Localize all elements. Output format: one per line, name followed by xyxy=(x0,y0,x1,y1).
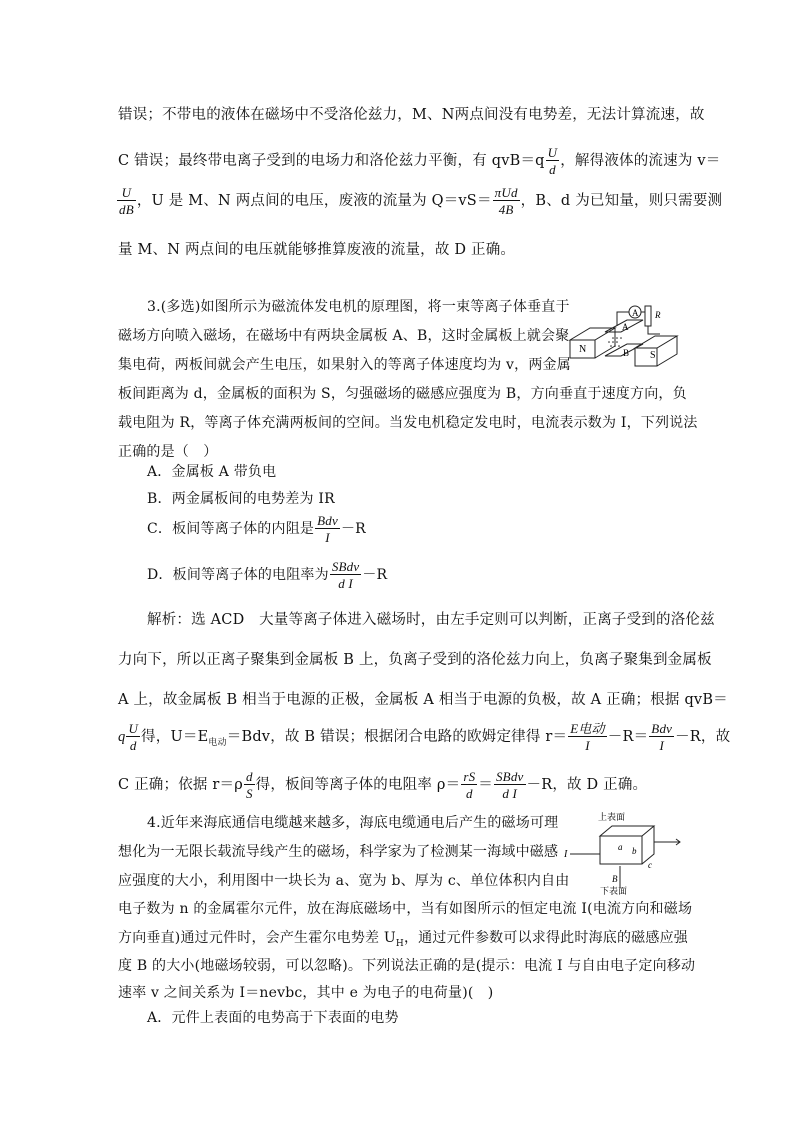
fraction-d-over-s: $\frac{d}{S}$ xyxy=(245,769,253,801)
figure-label: A xyxy=(632,308,639,318)
resistor-icon xyxy=(645,306,651,326)
question-4-line: 4.近年来海底通信电缆越来越多，海底电缆通电后产生的磁场可理 xyxy=(147,815,559,831)
question-3-line: 板间距离为 d，金属板的面积为 S，匀强磁场的磁感应强度为 B，方向垂直于速度方向，负 xyxy=(118,386,687,402)
figure-label: 上表面 xyxy=(598,813,626,823)
figure-label: R xyxy=(655,310,661,320)
figure-label: B xyxy=(612,874,618,884)
fraction-piud-over-4b: $\frac{\text{πUd}}{4B}$ xyxy=(494,185,518,217)
question-3-line: 磁场方向喷入磁场，在磁场中有两块金属板 A、B，这时金属板上就会聚 xyxy=(118,328,570,344)
question-3-line: 正确的是（ ） xyxy=(118,444,218,460)
question-3-line: 集电荷，两板间就会产生电压，如果射入的等离子体速度均为 v，两金属 xyxy=(118,357,571,373)
option-c: C．板间等离子体的内阻是 $\frac{\text{Bdv}}{I}$ －R xyxy=(147,513,366,545)
figure-label: c xyxy=(648,860,652,870)
fraction-u-over-db: $\frac{U}{dB}$ xyxy=(119,185,134,217)
figure-label: N xyxy=(579,344,587,355)
hall-element-figure xyxy=(562,808,692,898)
option-a: A．金属板 A 带负电 xyxy=(147,464,277,480)
text-line: 量 M、N 两点间的电压就能够推算废液的流量，故 D 正确。 xyxy=(118,242,516,258)
fraction-rs-over-d: $\frac{rS}{d}$ xyxy=(463,769,476,801)
question-4-line: 速率 v 之间关系为 I＝nevbc，其中 e 为电子的电荷量)( ) xyxy=(118,985,494,1001)
text-line: 错误；不带电的液体在磁场中不受洛伦兹力，M、N两点间没有电势差，无法计算流速，故 xyxy=(118,107,705,123)
question-3-line: 3.(多选)如图所示为磁流体发电机的原理图，将一束等离子体垂直于 xyxy=(147,299,570,315)
question-3-line: 载电阻为 R，等离子体充满两板间的空间。当发电机稳定发电时，电流表示数为 I，下列说法 xyxy=(118,415,698,431)
fraction-sbdv-over-di: $\frac{\text{SBdv}}{\text{d I}}$ xyxy=(495,769,524,801)
option-a: A．元件上表面的电势高于下表面的电势 xyxy=(147,1010,399,1026)
solution-line: C 正确；依据 r＝ρ $\frac{d}{S}$ 得，板间等离子体的电阻率 ρ＝ $\frac{rS}{d}$ ＝ $\frac{\text{SBdv}}{\text{d I}}$ －R，故 D 正确。 xyxy=(118,769,648,801)
fraction-sbdv-over-di: $\frac{\text{SBdv}}{\text{d I}}$ xyxy=(331,559,360,591)
fraction-u-over-d: $\frac{U}{d}$ xyxy=(128,721,139,753)
figure-label: S xyxy=(650,350,656,361)
text-line: C 错误；最终带电离子受到的电场力和洛伦兹力平衡，有 qvB＝q $\frac{U}{d}$ ，解得液体的流速为 v＝ xyxy=(118,145,721,177)
option-d: D．板间等离子体的电阻率为 $\frac{\text{SBdv}}{\text{d I}}$ －R xyxy=(147,559,388,591)
fraction-bdv-over-i: $\frac{\text{Bdv}}{I}$ xyxy=(651,721,673,753)
question-4-line: 度 B 的大小(地磁场较弱，可以忽略)。下列说法正确的是(提示：电流 I 与自由电子定向移动 xyxy=(118,958,696,974)
solution-line: 力向下，所以正离子聚集到金属板 B 上，负离子受到的洛伦兹力向上，负离子聚集到金属板 xyxy=(118,652,712,668)
figure-label: I xyxy=(564,849,568,860)
solution-line: q $\frac{U}{d}$ 得，$U=E_{电动}=Bdv$，故 B 错误；根据闭合电路的欧姆定律得 r＝ $\frac{\text{E电动}}{I}$ －R＝ $\frac{\text{Bdv}}{I}$ －R，故 xyxy=(118,721,731,753)
solution-line: 解析：选 ACD 大量等离子体进入磁场时，由左手定则可以判断，正离子受到的洛伦兹 xyxy=(147,612,715,628)
fraction-u-over-d: $\frac{U}{d}$ xyxy=(547,145,558,177)
figure-label: B xyxy=(623,348,630,358)
question-4-line: 方向垂直)通过元件时，会产生霍尔电势差 $U_H$，通过元件参数可以求得此时海底的磁感应强 xyxy=(118,930,688,949)
option-b: B．两金属板间的电势差为 IR xyxy=(147,491,335,507)
figure-label: 下表面 xyxy=(600,887,628,897)
solution-line: A 上，故金属板 B 相当于电源的正极，金属板 A 相当于电源的负极，故 A 正确；根据 qvB＝ xyxy=(118,692,728,708)
question-4-line: 应强度的大小，利用图中一块长为 a、宽为 b、厚为 c、单位体积内自由 xyxy=(118,873,570,889)
question-4-line: 想化为一无限长载流导线产生的磁场，科学家为了检测某一海域中磁感 xyxy=(118,844,559,860)
fraction-bdv-over-i: $\frac{\text{Bdv}}{I}$ xyxy=(317,513,338,545)
mhd-generator-figure xyxy=(565,300,680,380)
figure-label: a xyxy=(618,842,623,852)
figure-label: A xyxy=(622,322,629,332)
fraction-e-over-i: $\frac{\text{E电动}}{I}$ xyxy=(570,721,605,753)
text-line: $\frac{U}{dB}$ ，U 是 M、N 两点间的电压，废液的流量为 Q＝vS＝ $\frac{\text{πUd}}{4B}$ ，B、d 为已知量，则只需要测 xyxy=(119,185,723,217)
figure-label: b xyxy=(632,846,637,856)
question-4-line: 电子数为 n 的金属霍尔元件，放在海底磁场中，当有如图所示的恒定电流 I(电流方向和磁场 xyxy=(118,901,693,917)
